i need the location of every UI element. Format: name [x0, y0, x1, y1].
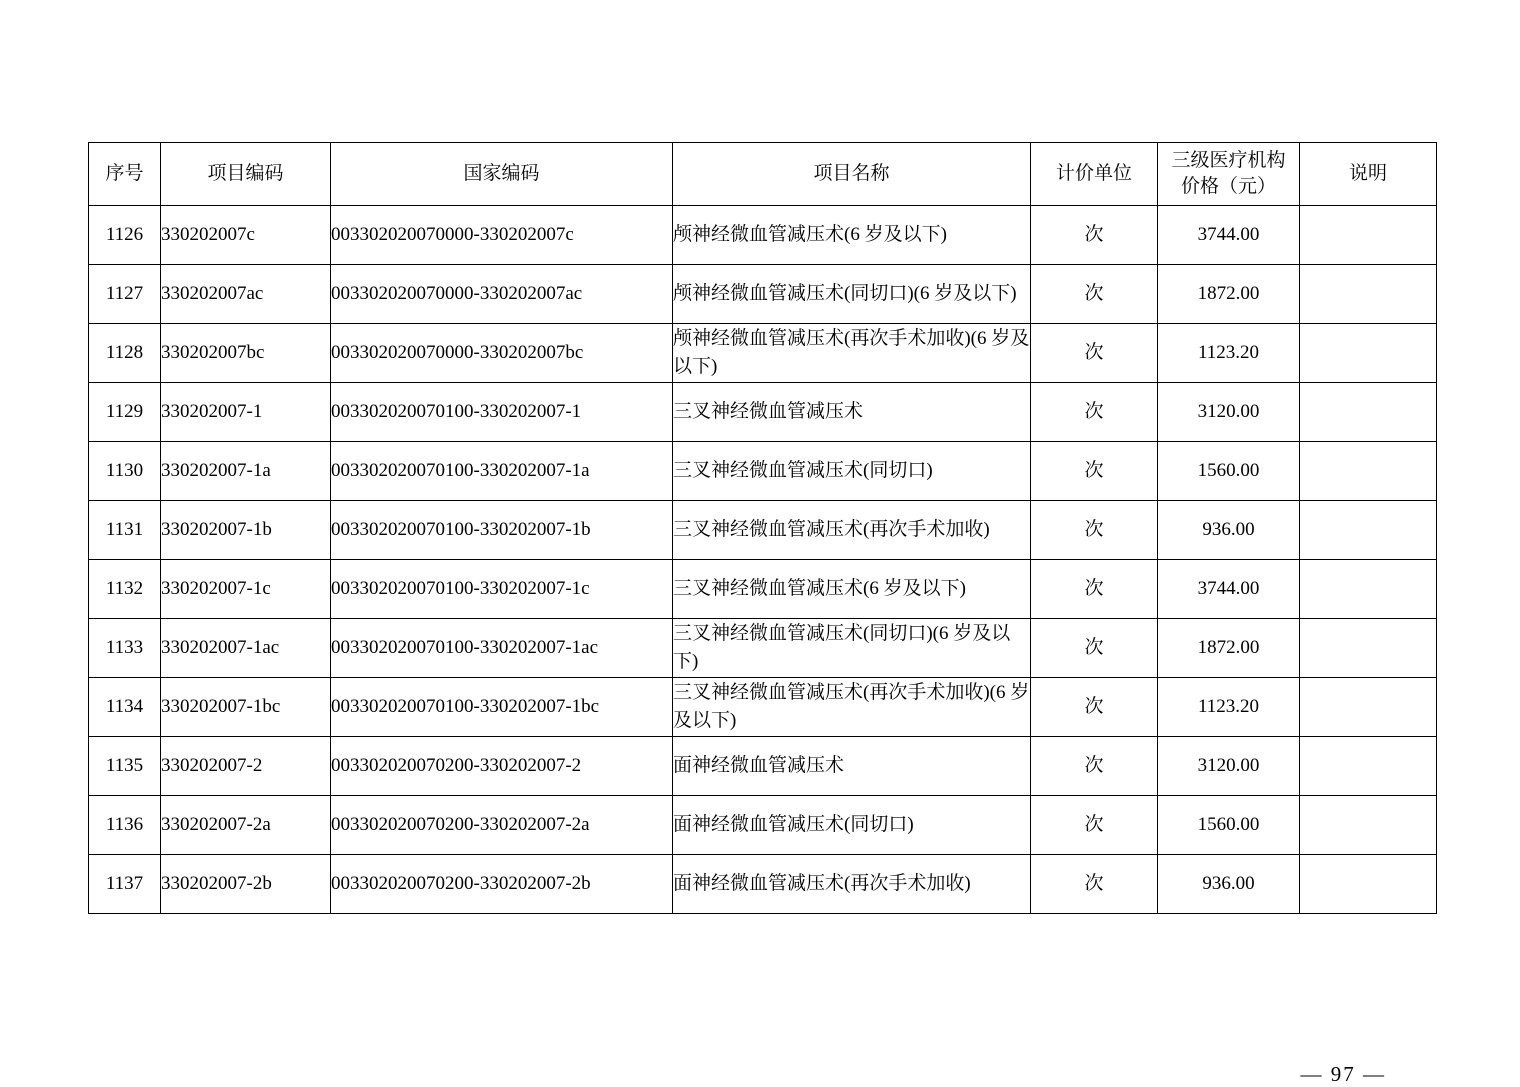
cell-national-code: 003302020070000-330202007bc	[331, 324, 673, 383]
cell-seq: 1128	[89, 324, 161, 383]
cell-national-code: 003302020070100-330202007-1	[331, 383, 673, 442]
cell-seq: 1137	[89, 855, 161, 914]
cell-item-name: 三叉神经微血管减压术(同切口)	[673, 442, 1031, 501]
table-row	[89, 855, 1437, 914]
cell-item-name: 三叉神经微血管减压术	[673, 383, 1031, 442]
cell-national-code: 003302020070200-330202007-2	[331, 737, 673, 796]
cell-national-code: 003302020070100-330202007-1a	[331, 442, 673, 501]
cell-item-name: 三叉神经微血管减压术(再次手术加收)	[673, 501, 1031, 560]
cell-price: 1560.00	[1158, 442, 1300, 501]
table-row	[89, 796, 1437, 855]
column-header-item-name: 项目名称	[673, 143, 1031, 206]
cell-item-code: 330202007-1bc	[161, 678, 331, 737]
cell-item-code: 330202007-1a	[161, 442, 331, 501]
cell-price: 3120.00	[1158, 737, 1300, 796]
column-header-seq: 序号	[89, 143, 161, 206]
cell-note	[1300, 324, 1437, 383]
cell-price: 1872.00	[1158, 619, 1300, 678]
cell-price: 1560.00	[1158, 796, 1300, 855]
page-number: — 97 —	[1300, 1062, 1386, 1086]
cell-seq: 1129	[89, 383, 161, 442]
cell-national-code: 003302020070200-330202007-2b	[331, 855, 673, 914]
cell-note	[1300, 501, 1437, 560]
cell-national-code: 003302020070100-330202007-1c	[331, 560, 673, 619]
cell-item-name: 面神经微血管减压术(同切口)	[673, 796, 1031, 855]
cell-unit: 次	[1031, 796, 1158, 855]
table-row	[89, 619, 1437, 678]
cell-unit: 次	[1031, 560, 1158, 619]
cell-item-name: 颅神经微血管减压术(6 岁及以下)	[673, 206, 1031, 265]
table-body	[89, 206, 1437, 914]
column-header-price	[1158, 143, 1300, 206]
cell-item-name: 面神经微血管减压术(再次手术加收)	[673, 855, 1031, 914]
cell-item-name: 面神经微血管减压术	[673, 737, 1031, 796]
document-page	[88, 142, 1436, 1086]
cell-price: 936.00	[1158, 855, 1300, 914]
cell-seq: 1132	[89, 560, 161, 619]
table-row	[89, 501, 1437, 560]
cell-unit: 次	[1031, 206, 1158, 265]
cell-item-code: 330202007c	[161, 206, 331, 265]
cell-seq: 1135	[89, 737, 161, 796]
table-row	[89, 442, 1437, 501]
table-row	[89, 324, 1437, 383]
cell-unit: 次	[1031, 442, 1158, 501]
cell-item-code: 330202007-1ac	[161, 619, 331, 678]
cell-seq: 1130	[89, 442, 161, 501]
cell-price: 1872.00	[1158, 265, 1300, 324]
cell-seq: 1134	[89, 678, 161, 737]
table-row	[89, 206, 1437, 265]
column-header-price-line2: 价格（元）	[1180, 176, 1276, 197]
table-row	[89, 560, 1437, 619]
price-table	[88, 142, 1437, 914]
cell-unit: 次	[1031, 737, 1158, 796]
table-row	[89, 265, 1437, 324]
cell-item-code: 330202007-1	[161, 383, 331, 442]
cell-unit: 次	[1031, 324, 1158, 383]
cell-item-code: 330202007-2b	[161, 855, 331, 914]
cell-unit: 次	[1031, 678, 1158, 737]
cell-note	[1300, 560, 1437, 619]
table-row	[89, 678, 1437, 737]
cell-national-code: 003302020070100-330202007-1ac	[331, 619, 673, 678]
cell-unit: 次	[1031, 383, 1158, 442]
cell-unit: 次	[1031, 501, 1158, 560]
cell-note	[1300, 383, 1437, 442]
cell-price: 3120.00	[1158, 383, 1300, 442]
cell-national-code: 003302020070100-330202007-1bc	[331, 678, 673, 737]
cell-unit: 次	[1031, 265, 1158, 324]
cell-unit: 次	[1031, 855, 1158, 914]
cell-national-code: 003302020070200-330202007-2a	[331, 796, 673, 855]
cell-seq: 1133	[89, 619, 161, 678]
cell-seq: 1136	[89, 796, 161, 855]
cell-seq: 1126	[89, 206, 161, 265]
column-header-unit: 计价单位	[1031, 143, 1158, 206]
cell-item-name: 颅神经微血管减压术(同切口)(6 岁及以下)	[673, 265, 1031, 324]
cell-price: 1123.20	[1158, 678, 1300, 737]
cell-national-code: 003302020070000-330202007ac	[331, 265, 673, 324]
cell-item-code: 330202007-2a	[161, 796, 331, 855]
cell-item-code: 330202007-1b	[161, 501, 331, 560]
cell-national-code: 003302020070100-330202007-1b	[331, 501, 673, 560]
cell-note	[1300, 737, 1437, 796]
cell-item-code: 330202007-1c	[161, 560, 331, 619]
cell-national-code: 003302020070000-330202007c	[331, 206, 673, 265]
cell-item-code: 330202007-2	[161, 737, 331, 796]
cell-note	[1300, 619, 1437, 678]
cell-item-name: 颅神经微血管减压术(再次手术加收)(6 岁及以下)	[673, 324, 1031, 383]
column-header-national-code: 国家编码	[331, 143, 673, 206]
cell-price: 1123.20	[1158, 324, 1300, 383]
cell-price: 3744.00	[1158, 560, 1300, 619]
table-row	[89, 383, 1437, 442]
column-header-price-line1: 三级医疗机构	[1171, 150, 1286, 172]
cell-note	[1300, 265, 1437, 324]
table-header-row	[89, 143, 1437, 206]
cell-item-code: 330202007ac	[161, 265, 331, 324]
cell-unit: 次	[1031, 619, 1158, 678]
table-header	[89, 143, 1437, 206]
table-row	[89, 737, 1437, 796]
cell-item-name: 三叉神经微血管减压术(同切口)(6 岁及以下)	[673, 619, 1031, 678]
cell-item-name: 三叉神经微血管减压术(再次手术加收)(6 岁及以下)	[673, 678, 1031, 737]
cell-item-code: 330202007bc	[161, 324, 331, 383]
cell-price: 3744.00	[1158, 206, 1300, 265]
cell-note	[1300, 442, 1437, 501]
cell-seq: 1127	[89, 265, 161, 324]
cell-item-name: 三叉神经微血管减压术(6 岁及以下)	[673, 560, 1031, 619]
cell-note	[1300, 855, 1437, 914]
cell-seq: 1131	[89, 501, 161, 560]
cell-note	[1300, 206, 1437, 265]
cell-note	[1300, 678, 1437, 737]
column-header-note: 说明	[1300, 143, 1437, 206]
cell-price: 936.00	[1158, 501, 1300, 560]
column-header-item-code: 项目编码	[161, 143, 331, 206]
cell-note	[1300, 796, 1437, 855]
